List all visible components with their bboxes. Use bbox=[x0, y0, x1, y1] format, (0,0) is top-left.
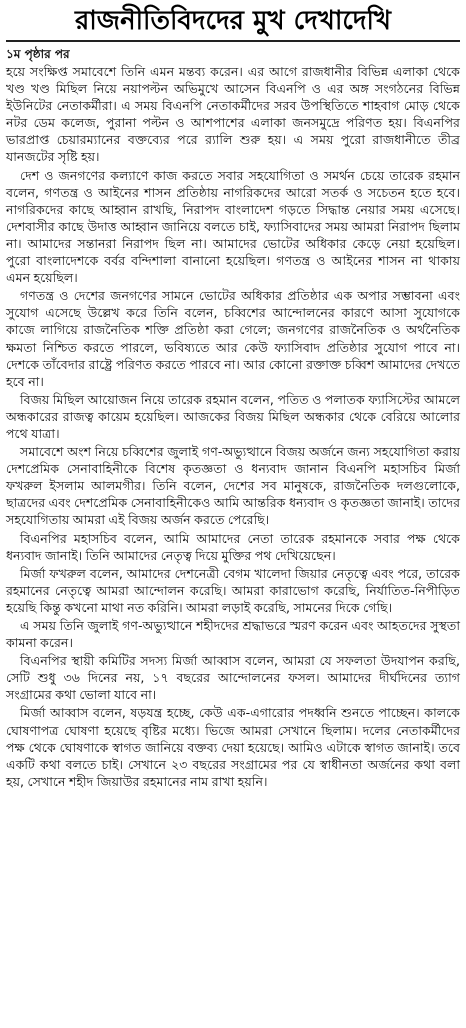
headline-divider bbox=[6, 40, 460, 42]
paragraph: গণতন্ত্র ও দেশের জনগণের সামনে ভোটের অধিকার প্রতিষ্ঠার এক অপার সম্ভাবনা এবং সুযোগ এসেছে উল্লেখ করে তিনি বলেন, চব্বিশের আন্দোলনের কারণে আসা সুযোগকে কাজে লাগিয়ে রাজনৈতিক শক্তি প্রতিষ্ঠা করা গেলে; জনগণের রাজনৈতিক ও অর্থনৈতিক ক্ষমতা নিশ্চিত করতে পারলে, ভবিষ্যতে আর কেউ ফ্যাসিবাদ প্রতিষ্ঠার সুযোগ পাবে না। দেশকে তাঁবেদার রাষ্ট্রে পরিণত করতে পারবে না। আর কোনো রক্তাক্ত চব্বিশ আমাদের দেখতে হবে না। bbox=[6, 288, 460, 389]
continuation-label: ১ম পৃষ্ঠার পর bbox=[6, 47, 70, 61]
paragraph: হয়ে সংক্ষিপ্ত সমাবেশে তিনি এমন মন্তব্য করেন। এর আগে রাজধানীর বিভিন্ন এলাকা থেকে খণ্ড খণ্ড মিছিল নিয়ে নয়াপল্টন অভিমুখে আসেন বিএনপি ও এর অঙ্গ সংগঠনের বিভিন্ন ইউনিটের নেতাকর্মীরা। এ সময় বিএনপি নেতাকর্মীদের সরব উপস্থিতিতে শাহবাগ মোড় থেকে নটর ডেম কলেজ, পুরানা পল্টন ও আশপাশের এলাকা জনসমুদ্রে পরিণত হয়। বিএনপির ভারপ্রাপ্ত চেয়ারম্যানের বক্তব্যের পরে র‍্যালি শুরু হয়। এ সময় পুরো রাজধানীতে তীব্র যানজটের সৃষ্টি হয়। bbox=[6, 64, 460, 165]
paragraph: মির্জা আব্বাস বলেন, ষড়যন্ত্র হচ্ছে, কেউ এক-এগারোর পদধ্বনি শুনতে পাচ্ছেন। কালকে ঘোষণাপত্র ঘোষণা হয়েছে বৃষ্টির মধ্যে। ভিজে আমরা সেখানে ছিলাম। দলের নেতাকর্মীদের পক্ষ থেকে ঘোষণাকে স্বাগত জানিয়ে বক্তব্য দেয়া হয়েছে। আমিও এটাকে স্বাগত জানাই। তবে একটি কথা বলতে চাই। সেখানে ২৩ বছরের সংগ্রামের পর যে স্বাধীনতা অর্জনের কথা বলা হয়, সেখানে শহীদ জিয়াউর রহমানের নাম রাখা হয়নি। bbox=[6, 705, 460, 789]
paragraph: বিএনপির স্থায়ী কমিটির সদস্য মির্জা আব্বাস বলেন, আমরা যে সফলতা উদযাপন করছি, সেটি শুধু ৩৬ দিনের নয়, ১৭ বছরের আন্দোলনের ফসল। আমাদের দীর্ঘদিনের ত্যাগ সংগ্রামের কথা ভোলা যাবে না। bbox=[6, 653, 460, 703]
paragraph: মির্জা ফখরুল বলেন, আমাদের দেশনেত্রী বেগম খালেদা জিয়ার নেতৃত্বে এবং পরে, তারেক রহমানের নেতৃত্বে আমরা আন্দোলন করেছি। আমরা কারাভোগ করেছি, নির্যাতিত-নিপীড়িত হয়েছি কিন্তু কখনো মাথা নত করিনি। আমরা লড়াই করেছি, সামনের দিকে গেছি। bbox=[6, 565, 460, 615]
paragraph: দেশ ও জনগণের কল্যাণে কাজ করতে সবার সহযোগিতা ও সমর্থন চেয়ে তারেক রহমান বলেন, গণতন্ত্র ও আইনের শাসন প্রতিষ্ঠায় নাগরিকদের আরো সতর্ক ও সচেতন হতে হবে। নাগরিকদের কাছে আহ্বান রাখছি, নিরাপদ বাংলাদেশ গড়তে সিদ্ধান্ত নেয়ার সময় এসেছে। দেশবাসীর কাছে উদাত্ত আহ্বান জানিয়ে বলতে চাই, ফ্যাসিবাদের সময় আমরা নিরাপদ ছিলাম না। আমাদের সন্তানরা নিরাপদ ছিল না। আমাদের ভোটের অধিকার কেড়ে নেয়া হয়েছিল। পুরো বাংলাদেশকে বর্বর বন্দিশালা বানানো হয়েছিল। গণতন্ত্র ও আইনের শাসন না থাকায় এমন হয়েছিল। bbox=[6, 167, 460, 286]
paragraph: বিএনপির মহাসচিব বলেন, আমি আমাদের নেতা তারেক রহমানকে সবার পক্ষ থেকে ধন্যবাদ জানাই। তিনি আমাদের নেতৃত্ব দিয়ে মুক্তির পথ দেখিয়েছেন। bbox=[6, 530, 460, 563]
paragraph: বিজয় মিছিল আয়োজন নিয়ে তারেক রহমান বলেন, পতিত ও পলাতক ফ্যাসিস্টের আমলে অন্ধকারের রাজত্ব কায়েম হয়েছিল। আজকের বিজয় মিছিল অন্ধকার থেকে বেরিয়ে আলোর পথে যাত্রা। bbox=[6, 391, 460, 441]
headline: রাজনীতিবিদদের মুখ দেখাদেখি bbox=[74, 6, 392, 36]
paragraph: এ সময় তিনি জুলাই গণ-অভ্যুত্থানে শহীদদের শ্রদ্ধাভরে স্মরণ করেন এবং আহতদের সুস্থতা কামনা করেন। bbox=[6, 618, 460, 651]
paragraph: সমাবেশে অংশ নিয়ে চব্বিশের জুলাই গণ-অভ্যুত্থানে বিজয় অর্জনে জন্য সহযোগিতা করায় দেশপ্রেমিক সেনাবাহিনীকে বিশেষ কৃতজ্ঞতা ও ধন্যবাদ জানান বিএনপি মহাসচিব মির্জা ফখরুল ইসলাম আলমগীর। তিনি বলেন, দেশের সব মানুষকে, রাজনৈতিক দলগুলোকে, ছাত্রদের এবং দেশপ্রেমিক সেনাবাহিনীকেও আমি আন্তরিক ধন্যবাদ ও কৃতজ্ঞতা জানাই। তাদের সহযোগিতায় আমরা এই বিজয় অর্জন করতে পেরেছি। bbox=[6, 444, 460, 528]
article-body bbox=[6, 63, 460, 790]
